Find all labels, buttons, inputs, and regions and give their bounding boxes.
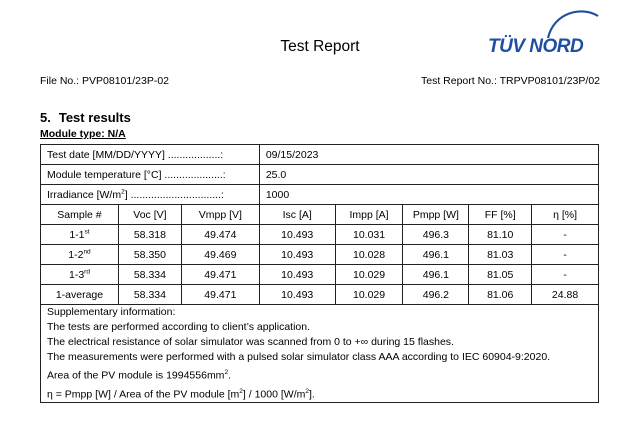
condition-label: Module temperature [°C] ....................: — [41, 165, 260, 185]
table-row — [41, 265, 599, 285]
condition-row-test-date — [41, 145, 599, 165]
table-cell: 10.493 — [259, 285, 335, 305]
table-cell: - — [532, 225, 599, 245]
logo-text: TÜV NORD — [488, 36, 584, 57]
column-header: Sample # — [41, 205, 119, 225]
table-cell: - — [532, 265, 599, 285]
table-cell: 81.03 — [469, 245, 532, 265]
table-cell: 49.471 — [181, 285, 259, 305]
table-cell: 496.1 — [403, 245, 469, 265]
supplementary-line: The electrical resistance of solar simulator was scanned from 0 to +∞ during 15 flashes. — [47, 336, 454, 348]
condition-row-irradiance — [41, 185, 599, 205]
table-cell: 58.334 — [118, 265, 181, 285]
table-cell: 58.318 — [118, 225, 181, 245]
section-heading — [40, 110, 131, 125]
table-cell: 496.3 — [403, 225, 469, 245]
table-cell: 58.334 — [118, 285, 181, 305]
condition-value: 09/15/2023 — [259, 145, 598, 165]
supplementary-row — [41, 305, 599, 403]
table-cell: 10.493 — [259, 245, 335, 265]
file-number: File No.: PVP08101/23P-02 — [40, 75, 169, 87]
column-header: Isc [A] — [259, 205, 335, 225]
column-header: Impp [A] — [335, 205, 403, 225]
table-cell: 496.2 — [403, 285, 469, 305]
supplementary-information — [41, 305, 599, 403]
table-cell: 58.350 — [118, 245, 181, 265]
test-report-number: Test Report No.: TRPVP08101/23P/02 — [421, 75, 600, 87]
column-header: η [%] — [532, 205, 599, 225]
table-cell: 24.88 — [532, 285, 599, 305]
table-cell: 49.474 — [181, 225, 259, 245]
table-row — [41, 225, 599, 245]
table-cell: 10.029 — [335, 285, 403, 305]
table-cell: 49.471 — [181, 265, 259, 285]
column-header: Vmpp [V] — [181, 205, 259, 225]
sample-cell: 1-3rd — [41, 265, 119, 285]
supplementary-line: Area of the PV module is $1994556mm^2$. — [47, 369, 231, 382]
condition-value: 1000 — [259, 185, 598, 205]
module-type-label: Module type: N/A — [40, 128, 126, 140]
table-cell: 10.031 — [335, 225, 403, 245]
report-title: Test Report — [280, 38, 360, 55]
tuv-nord-logo — [486, 2, 602, 62]
supplementary-line: The measurements were performed with a pulsed solar simulator class AAA according to IEC 60904-9:2020. — [47, 351, 551, 363]
table-cell: - — [532, 245, 599, 265]
condition-row-module-temperature — [41, 165, 599, 185]
table-row — [41, 245, 599, 265]
supplementary-heading: Supplementary information: — [47, 306, 176, 318]
table-cell: 81.06 — [469, 285, 532, 305]
condition-value: 25.0 — [259, 165, 598, 185]
efficiency-formula: η = Pmpp [W] / Area of the PV module $[m^2] / 1000$ $[W/m^2]$. — [47, 387, 315, 400]
sample-cell: 1-average — [41, 285, 119, 305]
section-number: 5. — [40, 110, 51, 125]
table-cell: 10.028 — [335, 245, 403, 265]
table-cell: 10.493 — [259, 265, 335, 285]
table-header-row — [41, 205, 599, 225]
section-title: Test results — [58, 110, 131, 125]
table-cell: 496.1 — [403, 265, 469, 285]
table-cell: 81.05 — [469, 265, 532, 285]
sample-cell: 1-2nd — [41, 245, 119, 265]
table-cell: 10.493 — [259, 225, 335, 245]
condition-label: Irradiance $[W/m^2]$ ...............................: — [41, 185, 260, 205]
table-cell: 10.029 — [335, 265, 403, 285]
condition-label: Test date [MM/DD/YYYY] ..................: — [41, 145, 260, 165]
table-row-average — [41, 285, 599, 305]
column-header: Pmpp [W] — [403, 205, 469, 225]
test-results-table — [40, 144, 599, 403]
column-header: FF [%] — [469, 205, 532, 225]
table-cell: 81.10 — [469, 225, 532, 245]
column-header: Voc [V] — [118, 205, 181, 225]
supplementary-line: The tests are performed according to client’s application. — [47, 321, 311, 333]
table-cell: 49.469 — [181, 245, 259, 265]
sample-cell: 1-1st — [41, 225, 119, 245]
